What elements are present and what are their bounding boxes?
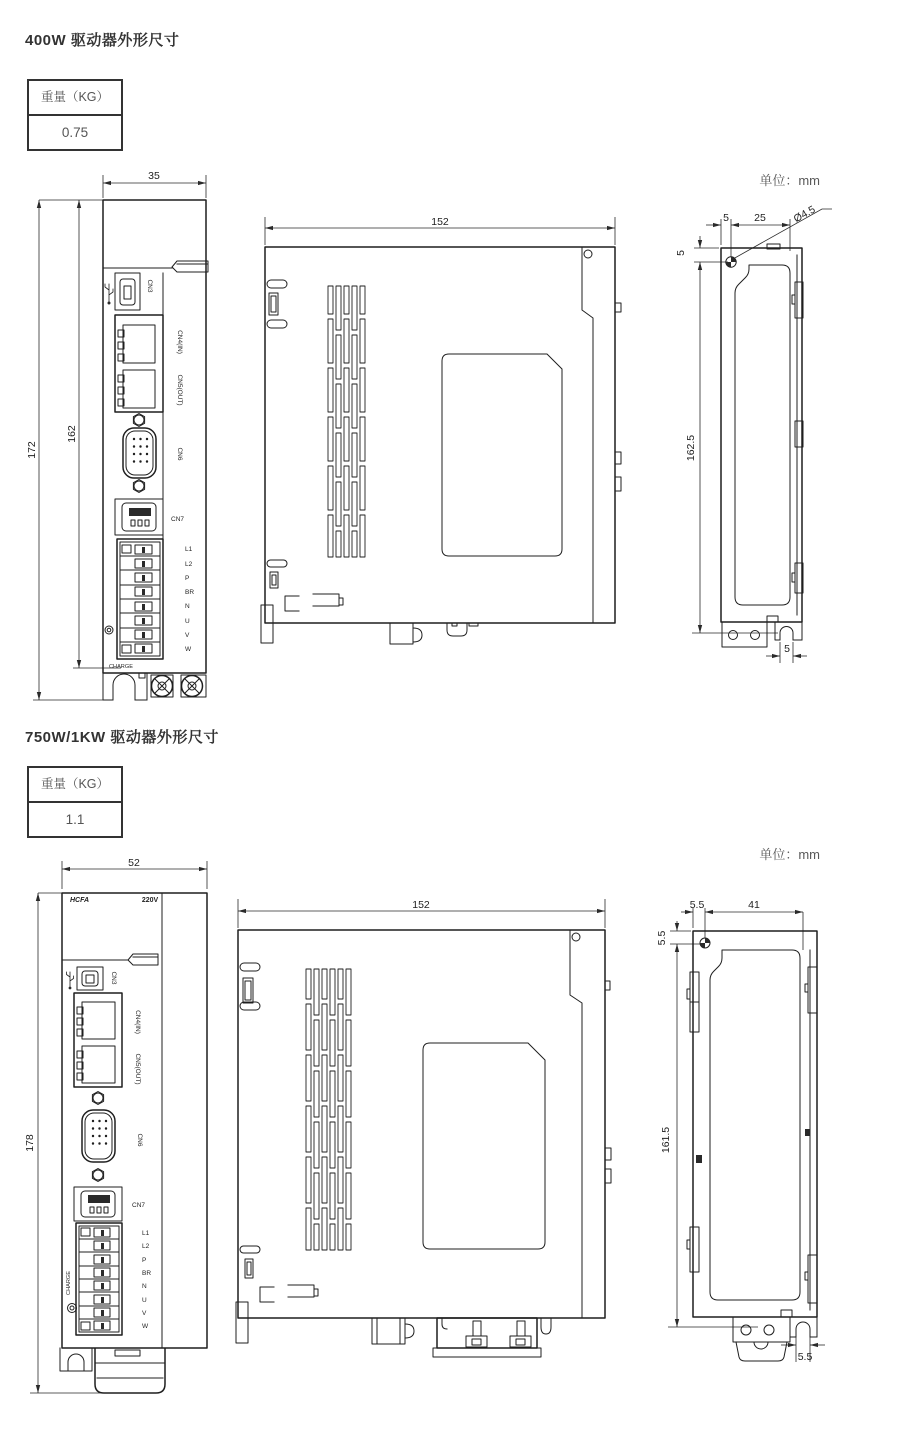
terminal-label: W: [185, 646, 192, 653]
bottom-connector: [60, 1348, 165, 1393]
section-title-400w: 400W 驱动器外形尺寸: [25, 32, 180, 49]
brand-logo-label: HCFA: [70, 897, 90, 904]
terminal-label: N: [142, 1283, 147, 1290]
usb-icon: [67, 972, 74, 989]
rj45-ports: [115, 315, 163, 412]
nameplate: [423, 1043, 545, 1249]
weight-table-750w: [27, 766, 123, 838]
terminal-label: BR: [185, 589, 195, 596]
charge-label: CHARGE: [109, 664, 133, 670]
charge-led: [68, 1304, 77, 1313]
rj45-ports: [74, 993, 122, 1087]
terminal-block: [117, 539, 163, 659]
dimension-lines: [238, 899, 605, 928]
terminal-label: U: [185, 618, 190, 625]
cn5-label: CN5(OUT): [134, 1053, 141, 1085]
vent-slots: [306, 969, 351, 1250]
cn6-label: CN6: [176, 447, 183, 461]
unit-label-400w: 单位：mm: [759, 173, 820, 188]
terminal-label: L1: [185, 546, 193, 553]
dimension-lines: [675, 204, 832, 663]
dim-height-outer-label: 172: [26, 441, 38, 459]
unit-label-750w: 单位：mm: [759, 847, 820, 862]
dim-hole-offset-label: 41: [748, 899, 760, 911]
usb-port: [77, 967, 103, 990]
terminal-labels: [142, 1230, 151, 1330]
bottom-features: [372, 1318, 551, 1357]
dim-depth-label: 152: [412, 899, 430, 911]
terminal-label: W: [142, 1323, 149, 1330]
db15-connector: [82, 1092, 115, 1182]
dim-top-label: 5: [675, 250, 687, 256]
terminal-label: L1: [142, 1230, 150, 1237]
bottom-features: [390, 623, 478, 644]
device-outline: [265, 247, 621, 623]
terminal-label: P: [142, 1257, 147, 1264]
dim-edge-label: 5: [723, 212, 729, 224]
terminal-label: BR: [142, 1270, 152, 1277]
back-view-750w: [650, 890, 880, 1402]
dim-height-label: 161.5: [660, 1126, 672, 1154]
cn6-label: CN6: [136, 1133, 143, 1147]
voltage-label: 220V: [141, 897, 159, 904]
mounting-bracket: [103, 673, 206, 700]
side-view-400w: [255, 215, 650, 655]
terminal-label: N: [185, 603, 190, 610]
terminal-label: V: [185, 632, 190, 639]
dim-height-inner-label: 162: [66, 425, 78, 443]
cn3-label: CN3: [146, 279, 153, 293]
weight-table-400w: [27, 79, 123, 151]
nameplate: [442, 354, 562, 556]
front-view-400w: [25, 162, 215, 714]
dim-hole-dia-label: Ø4.5: [791, 203, 818, 226]
usb-port: [115, 273, 140, 310]
terminal-label: U: [142, 1297, 147, 1304]
din-rail-clips: [261, 280, 343, 643]
usb-icon: [105, 284, 113, 305]
terminal-label: L2: [142, 1243, 150, 1250]
dimension-lines: [265, 216, 615, 245]
terminal-block: [76, 1223, 122, 1335]
terminal-label: P: [185, 575, 190, 582]
section-title-750w: 750W/1KW 驱动器外形尺寸: [25, 729, 219, 746]
cn4-label: CN4(IN): [176, 330, 183, 354]
dim-height-label: 162.5: [685, 434, 697, 462]
vent-slots: [328, 286, 365, 557]
cn7-connector: [74, 1187, 122, 1221]
front-view-750w: [18, 855, 218, 1403]
cn4-label: CN4(IN): [134, 1010, 141, 1034]
dim-notch-label: 5.5: [797, 1351, 813, 1363]
dim-notch-label: 5: [784, 643, 790, 655]
terminal-labels: [185, 546, 194, 653]
weight-value-cell: 1.1: [65, 812, 85, 827]
terminal-label: L2: [185, 561, 193, 568]
dimension-lines: [26, 170, 206, 700]
device-outline: [687, 931, 817, 1317]
weight-header-cell: 重量（KG）: [29, 768, 121, 803]
dim-depth-label: 152: [431, 216, 449, 228]
terminal-label: V: [142, 1310, 147, 1317]
device-outline: [721, 244, 803, 622]
dim-hole-offset-label: 25: [754, 212, 766, 224]
cn7-label: CN7: [171, 516, 185, 523]
weight-header-cell: 重量（KG）: [29, 81, 121, 116]
cn3-label: CN3: [110, 971, 117, 985]
weight-value-cell: 0.75: [61, 125, 89, 140]
cn7-connector: [115, 499, 163, 535]
back-view-400w: [670, 195, 885, 673]
dim-width-label: 35: [148, 170, 160, 182]
dim-height-outer-label: 178: [24, 1134, 36, 1152]
db15-connector: [123, 414, 156, 493]
side-view-750w: [230, 895, 610, 1365]
dim-edge-label: 5.5: [689, 899, 705, 911]
dim-width-label: 52: [128, 857, 140, 869]
cn5-label: CN5(OUT): [176, 374, 183, 406]
charge-label: CHARGE: [66, 1271, 72, 1295]
device-outline: [238, 930, 611, 1318]
mounting-bracket: [722, 616, 802, 647]
device-outline: [62, 893, 207, 1348]
cn7-label: CN7: [132, 1202, 146, 1209]
charge-led: [105, 626, 113, 634]
dim-top-label: 5.5: [656, 930, 668, 946]
